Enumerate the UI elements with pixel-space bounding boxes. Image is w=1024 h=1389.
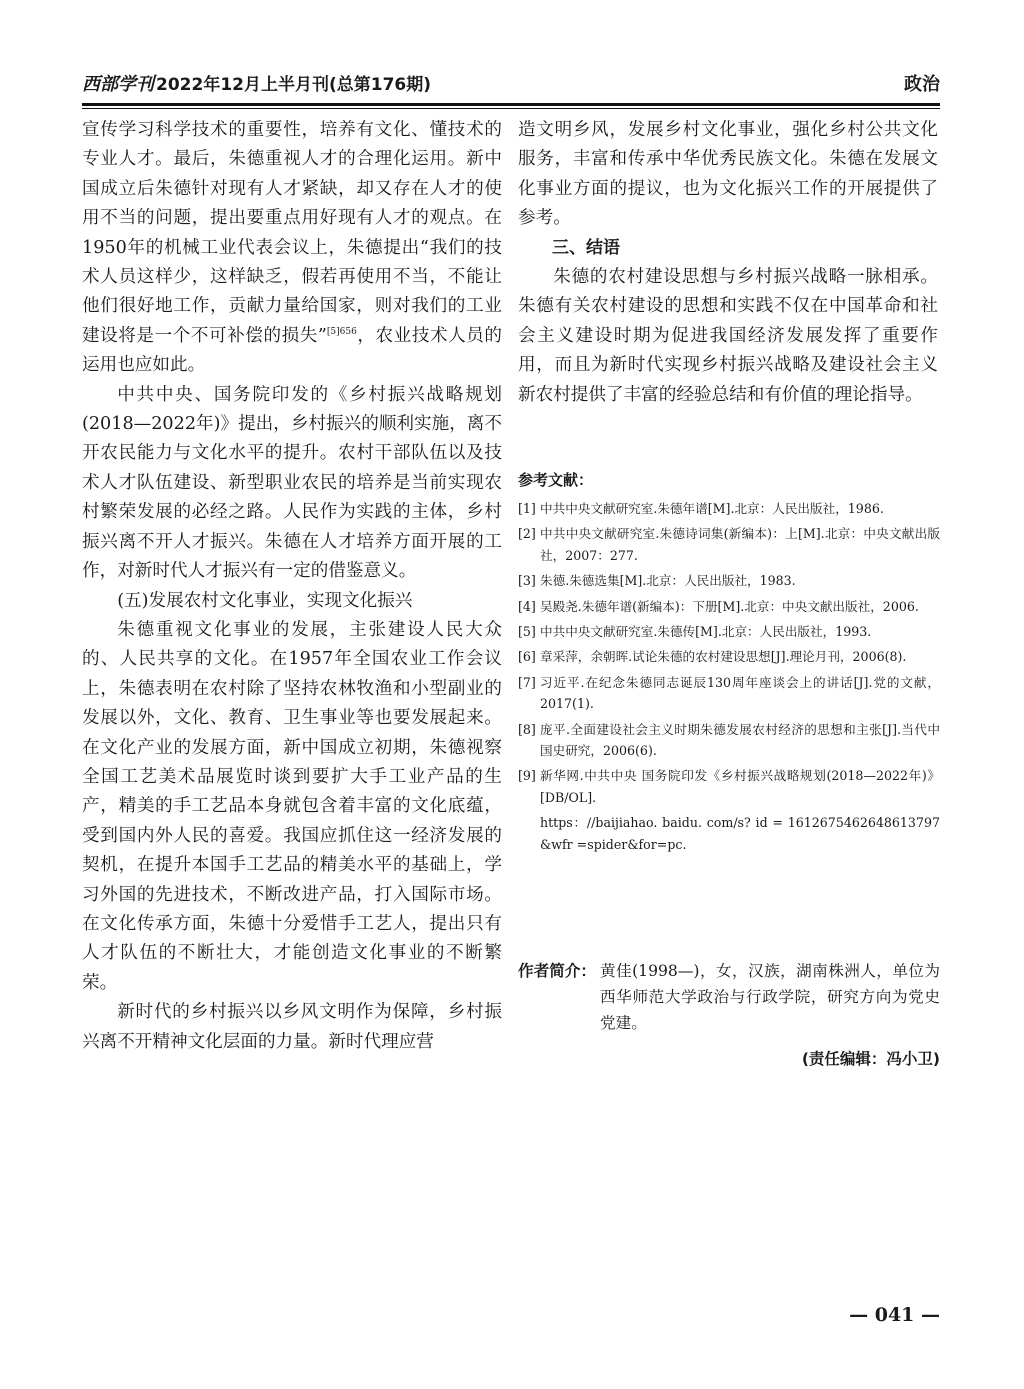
paragraph: 造文明乡风，发展乡村文化事业，强化乡村公共文化服务，丰富和传承中华优秀民族文化。朱德在发展文化事业方面的提议，也为文化振兴工作的开展提供了参考。 (518, 120, 938, 229)
reference-item: [4] 吴殿尧.朱德年谱(新编本)：下册[M].北京：中央文献出版社，2006. (518, 598, 919, 614)
citation: [5]656 (326, 326, 357, 337)
paragraph: 中共中央、国务院印发的《乡村振兴战略规划(2018—2022年)》提出，乡村振兴的顺利实施，离不开农民能力与文化水平的提升。农村干部队伍以及技术人才队伍建设、新型职业农民的培养是当前实现农村繁荣发展的必经之路。人民作为实践的主体，乡村振兴离不开人才振兴。朱德在人才培养方面开展的工作，对新时代人才振兴有一定的借鉴意义。 (82, 384, 502, 582)
journal-info (82, 70, 431, 100)
reference-item: [7] 习近平.在纪念朱德同志诞辰130周年座谈会上的讲话[J].党的文献，2017(1). (518, 674, 940, 712)
paragraph: 宣传学习科学技术的重要性，培养有文化、懂技术的专业人才。最后，朱德重视人才的合理化运用。新中国成立后朱德针对现有人才紧缺，却又存在人才的使用不当的问题，提出要重点用好现有人才的观点。在1950年的机械工业代表会议上，朱德提出“我们的技术人员这样少，这样缺乏，假若再使用不当，不能让他们很好地工作，贡献力量给国家，则对我们的工业建设将是一个不可补偿的损失”$^{[5]656}$，农业技术人员的运用也应如此。 (82, 120, 502, 376)
author-bio (518, 958, 940, 1036)
author-label: 作者简介： (518, 962, 596, 980)
reference-item: [5] 中共中央文献研究室.朱德传[M].北京：人民出版社，1993. (518, 624, 872, 640)
reference-item: [2] 中共中央文献研究室.朱德诗词集(新编本)：上[M].北京：中央文献出版社，2007：277. (518, 526, 940, 563)
subsection-heading: (五)发展农村文化事业，实现文化振兴 (117, 590, 413, 611)
references (518, 468, 940, 859)
reference-item: [3] 朱德.朱德选集[M].北京：人民出版社，1983. (518, 573, 796, 589)
editor-credit: (责任编辑：冯小卫) (801, 1050, 940, 1068)
author-text: 黄佳(1998—)，女，汉族，湖南株洲人，单位为西华师范大学政治与行政学院，研究方向为党史党建。 (600, 962, 940, 1032)
reference-item: [6] 章采萍，余朝晖.试论朱德的农村建设思想[J].理论月刊，2006(8). (518, 649, 907, 665)
header-rule-thick (82, 103, 940, 106)
paragraph: 新时代的乡村振兴以乡风文明作为保障，乡村振兴离不开精神文化层面的力量。新时代理应营 (82, 1002, 502, 1052)
reference-item: [9] 新华网.中共中央 国务院印发《乡村振兴战略规划(2018—2022年)》[DB/OL]. https：//baijiahao. baidu. com/s? id = 1612675462648613797&wfr =spider&for=pc. (518, 765, 940, 855)
page-number: — 041 — (849, 1304, 940, 1326)
left-column (82, 116, 502, 1057)
section-heading: 三、结语 (552, 237, 620, 258)
reference-item: [8] 庞平.全面建设社会主义时期朱德发展农村经济的思想和主张[J].当代中国史研究，2006(6). (518, 721, 940, 759)
references-title: 参考文献： (518, 471, 594, 489)
reference-item: [1] 中共中央文献研究室.朱德年谱[M].北京：人民出版社，1986. (518, 501, 884, 516)
section-label: 政治 (904, 74, 940, 95)
paragraph: 朱德重视文化事业的发展，主张建设人民大众的、人民共享的文化。在1957年全国农业工作会议上，朱德表明在农村除了坚持农林牧渔和小型副业的发展以外，文化、教育、卫生事业等也要发展起来。在文化产业的发展方面，新中国成立初期，朱德视察全国工艺美术品展览时谈到要扩大手工业产品的生产，精美的手工艺品本身就包含着丰富的文化底蕴，受到国内外人民的喜爱。我国应抓住这一经济发展的契机，在提升本国手工艺品的精美水平的基础上，学习外国的先进技术，不断改进产品，打入国际市场。在文化传承方面，朱德十分爱惜手工艺人，提出只有人才队伍的不断壮大，才能创造文化事业的不断繁荣。 (82, 619, 502, 993)
running-header (82, 70, 940, 102)
issue-label: 2022年12月上半月刊(总第176期) (156, 75, 431, 95)
paragraph: 朱德的农村建设思想与乡村振兴战略一脉相承。朱德有关农村建设的思想和实践不仅在中国革命和社会主义建设时期为促进我国经济发展发挥了重要作用，而且为新时代实现乡村振兴战略及建设社会主义新农村提供了丰富的经验总结和有价值的理论指导。 (518, 267, 938, 405)
header-rule-thin (82, 108, 940, 109)
right-column (518, 116, 938, 410)
reference-url: https：//baijiahao. baidu. com/s? id = 1612675462648613797&wfr =spider&for=pc. (540, 815, 940, 852)
journal-logo: 西部学刊 (82, 74, 154, 95)
